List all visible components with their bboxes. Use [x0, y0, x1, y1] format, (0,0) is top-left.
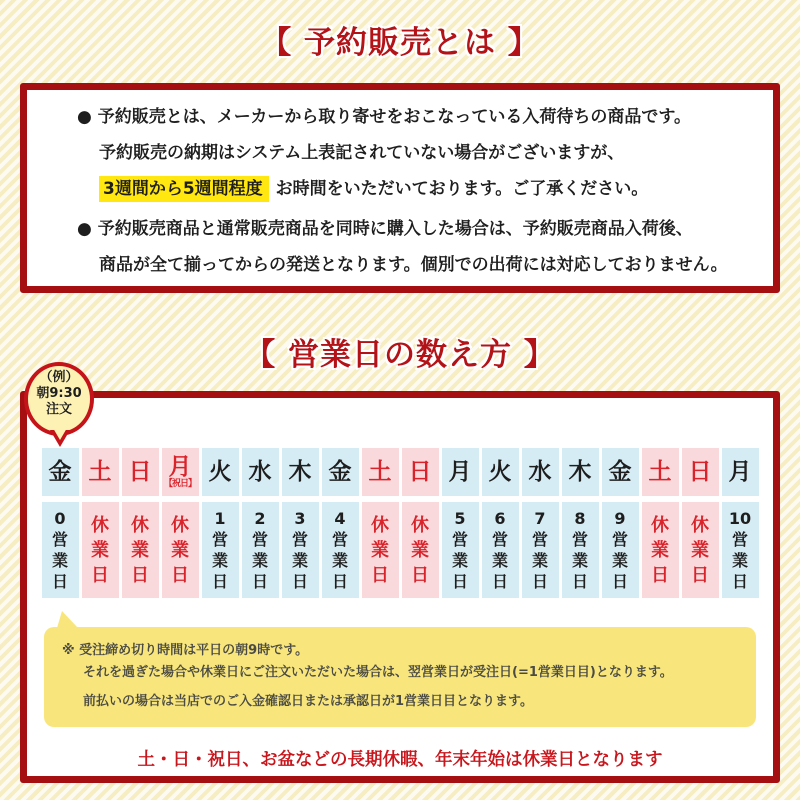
business-day-cell: 2 営 業 日	[242, 502, 279, 598]
business-day-cell: 6 営 業 日	[482, 502, 519, 598]
calendar-column	[562, 448, 599, 598]
day-cell: 土	[362, 448, 399, 496]
note-box-tail	[57, 611, 78, 628]
day-cell: 月 【祝日】	[162, 448, 199, 496]
note-line1: ※ 受注締め切り時間は平日の朝9時です。	[62, 643, 309, 658]
holiday-notice: 土・日・祝日、お盆などの長期休暇、年末年始は休業日となります	[137, 750, 663, 770]
badge-line3: 注文	[45, 402, 72, 417]
badge-line2: 朝9:30	[36, 386, 82, 401]
calendar-column	[722, 448, 759, 598]
day-cell: 水	[522, 448, 559, 496]
bullet2-line2: 商品が全て揃ってからの発送となります。個別での出荷には対応しておりません。	[99, 255, 728, 275]
bullet1-line3-rest: お時間をいただいております。ご了承ください。	[275, 179, 649, 199]
day-cell: 土	[642, 448, 679, 496]
closed-day-cell: 休 業 日	[82, 502, 119, 598]
bullet2-line1: ● 予約販売商品と通常販売商品を同時に購入した場合は、予約販売商品入荷後、	[77, 219, 693, 239]
day-cell: 木	[282, 448, 319, 496]
business-day-cell: 10 営 業 日	[722, 502, 759, 598]
note-line3: 前払いの場合は当店でのご入金確認日または承認日が1営業日目となります。	[83, 694, 534, 709]
preorder-bullet-2	[77, 211, 753, 283]
business-day-cell: 4 営 業 日	[322, 502, 359, 598]
business-day-cell: 5 営 業 日	[442, 502, 479, 598]
business-day-cell: 0 営 業 日	[42, 502, 79, 598]
example-order-badge	[24, 362, 94, 436]
calendar-column	[82, 448, 119, 598]
closed-day-cell: 休 業 日	[362, 502, 399, 598]
day-cell: 日	[682, 448, 719, 496]
calendar-column	[522, 448, 559, 598]
business-days-section-title: 【 営業日の数え方 】	[244, 337, 556, 373]
day-cell: 月	[442, 448, 479, 496]
preorder-bullet-1	[77, 99, 753, 207]
business-day-cell: 1 営 業 日	[202, 502, 239, 598]
business-day-cell: 8 営 業 日	[562, 502, 599, 598]
bullet1-line3	[99, 171, 753, 207]
bullet1-line1: ● 予約販売とは、メーカーから取り寄せをおこなっている入荷待ちの商品です。	[77, 107, 692, 127]
badge-line1: （例）	[39, 370, 79, 385]
calendar-column	[162, 448, 199, 598]
day-cell: 金	[42, 448, 79, 496]
calendar-column	[242, 448, 279, 598]
business-days-box	[20, 370, 780, 783]
business-day-cell: 7 営 業 日	[522, 502, 559, 598]
closed-day-cell: 休 業 日	[162, 502, 199, 598]
day-cell: 水	[242, 448, 279, 496]
preorder-section-title: 【 予約販売とは 】	[260, 25, 540, 61]
closed-day-cell: 休 業 日	[682, 502, 719, 598]
calendar-column	[282, 448, 319, 598]
closed-day-cell: 休 業 日	[642, 502, 679, 598]
day-cell: 木	[562, 448, 599, 496]
day-cell: 金	[322, 448, 359, 496]
day-cell: 金	[602, 448, 639, 496]
business-days-calendar	[27, 448, 773, 598]
business-day-cell: 9 営 業 日	[602, 502, 639, 598]
calendar-column	[362, 448, 399, 598]
holiday-note: 【祝日】	[163, 479, 196, 489]
calendar-column	[602, 448, 639, 598]
day-cell: 土	[82, 448, 119, 496]
preorder-info-box	[20, 83, 780, 293]
calendar-column	[42, 448, 79, 598]
calendar-column	[202, 448, 239, 598]
calendar-column	[682, 448, 719, 598]
highlighted-delivery-time: 3週間から5週間程度	[99, 176, 269, 202]
business-day-cell: 3 営 業 日	[282, 502, 319, 598]
bullet1-line2: 予約販売の納期はシステム上表記されていない場合がございますが、	[99, 143, 625, 163]
day-cell: 火	[202, 448, 239, 496]
day-cell: 月	[722, 448, 759, 496]
day-cell: 日	[402, 448, 439, 496]
day-cell: 日	[122, 448, 159, 496]
day-cell: 火	[482, 448, 519, 496]
calendar-column	[482, 448, 519, 598]
calendar-column	[122, 448, 159, 598]
calendar-column	[642, 448, 679, 598]
calendar-column	[442, 448, 479, 598]
note-line2: それを過ぎた場合や休業日にご注文いただいた場合は、翌営業日が受注日(=1営業日目)となります。	[83, 665, 673, 680]
calendar-column	[322, 448, 359, 598]
closed-day-cell: 休 業 日	[122, 502, 159, 598]
closed-day-cell: 休 業 日	[402, 502, 439, 598]
note-box	[44, 627, 756, 727]
calendar-column	[402, 448, 439, 598]
